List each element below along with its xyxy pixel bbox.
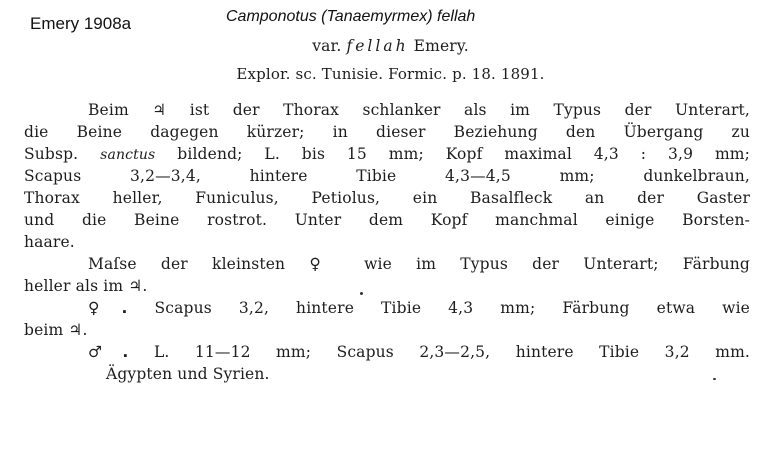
variety-author: Emery. xyxy=(413,37,469,55)
print-speck xyxy=(360,292,363,295)
p4-line-2: Ägypten und Syrien. xyxy=(106,365,270,383)
p1-line-3 xyxy=(24,144,750,165)
p1-line-4: Scapus 3,2—3,4, hintere Tibie 4,3—4,5 mm; dunkelbraun, xyxy=(24,167,750,185)
p3-line-2: beim ♃. xyxy=(24,321,88,339)
print-speck xyxy=(713,378,716,380)
p1-line-6: und die Beine rostrot. Unter dem Kopf manchmal einige Borsten- xyxy=(24,211,750,229)
p1-line-3-rest: bildend; L. bis 15 mm; Kopf maximal 4,3 : 3,9 mm; xyxy=(177,145,751,163)
p1-line-3-prefix: Subsp. xyxy=(24,145,79,163)
p1-line-1: Beim ♃ ist der Thorax schlanker als im Typus der Unterart, xyxy=(88,101,750,119)
p1-line-5: Thorax heller, Funiculus, Petiolus, ein Basalfleck an der Gaster xyxy=(24,189,750,207)
p4-line-1 xyxy=(88,342,750,362)
citation-line: Explor. sc. Tunisie. Formic. p. 18. 1891. xyxy=(236,65,545,83)
variety-prefix: var. xyxy=(312,37,342,55)
male-symbol: ♂. xyxy=(88,343,129,361)
p1-line-7: haare. xyxy=(24,233,75,251)
p3-line-1 xyxy=(88,298,750,318)
p3-line-1-text: Scapus 3,2, hintere Tibie 4,3 mm; Färbung etwa wie xyxy=(154,299,751,317)
variety-title xyxy=(0,36,781,56)
variety-name: fellah xyxy=(346,37,409,55)
queen-symbol: ♀. xyxy=(88,299,128,317)
p2-line-2: heller als im ♃. xyxy=(24,277,148,295)
p4-line-1-text: L. 11—12 mm; Scapus 2,3—2,5, hintere Tibie 3,2 mm. xyxy=(153,343,751,361)
species-name-italic: sanctus xyxy=(100,147,156,163)
reference-label: Emery 1908a xyxy=(30,14,132,33)
p1-line-2: die Beine dagegen kürzer; in dieser Beziehung den Übergang zu xyxy=(24,123,750,141)
p2-line-1: Maſse der kleinsten ♀ wie im Typus der Unterart; Färbung xyxy=(88,255,750,273)
taxon-heading: Camponotus (Tanaemyrmex) fellah xyxy=(226,8,476,25)
